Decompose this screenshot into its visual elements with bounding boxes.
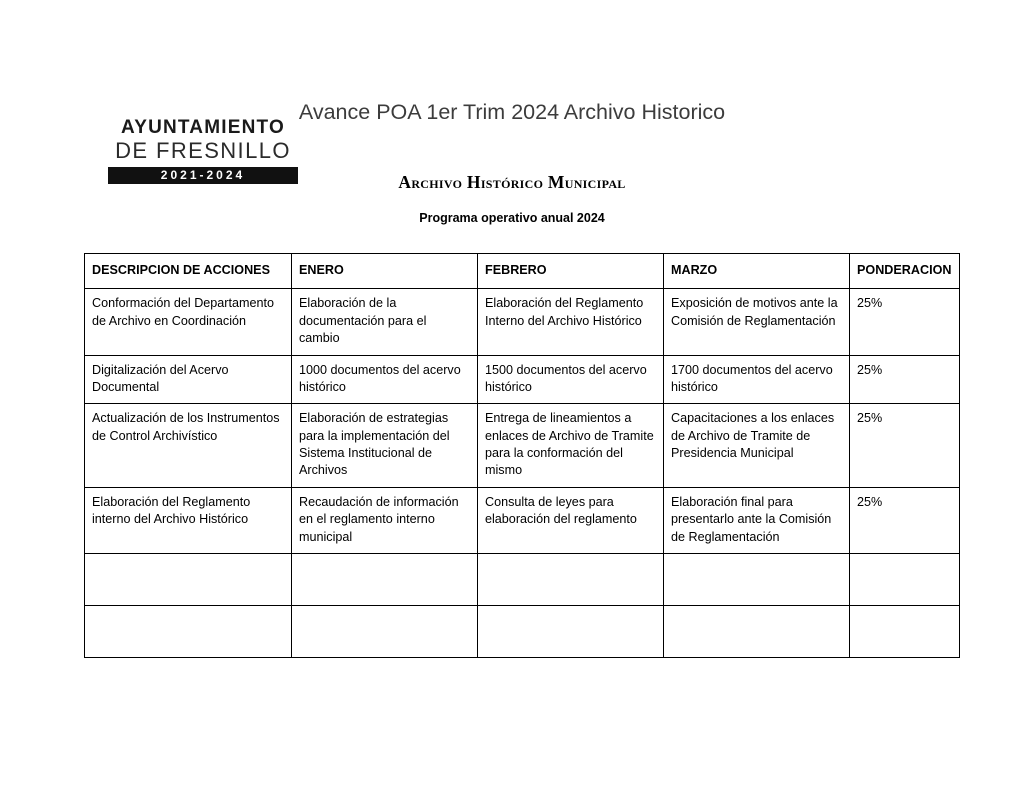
cell-ponderacion	[850, 605, 960, 657]
cell-descripcion	[85, 553, 292, 605]
org-subtitle: Archivo Histórico Municipal	[398, 172, 626, 192]
table-row	[85, 355, 960, 404]
cell-enero: Recaudación de información en el reglamento interno municipal	[292, 487, 478, 553]
cell-enero: 1000 documentos del acervo histórico	[292, 355, 478, 404]
cell-ponderacion	[850, 553, 960, 605]
cell-descripcion: Conformación del Departamento de Archivo en Coordinación	[85, 289, 292, 355]
cell-marzo: 1700 documentos del acervo histórico	[664, 355, 850, 404]
logo-period-badge: 2021-2024	[108, 167, 298, 184]
ayuntamiento-logo	[108, 118, 298, 184]
header-ponderacion: PONDERACION	[850, 254, 960, 289]
table-row	[85, 605, 960, 657]
logo-line-fresnillo: DE FRESNILLO	[115, 138, 291, 163]
program-subtitle: Programa operativo anual 2024	[419, 211, 605, 225]
table-row	[85, 553, 960, 605]
table-row	[85, 404, 960, 488]
cell-enero: Elaboración de la documentación para el cambio	[292, 289, 478, 355]
cell-febrero: Consulta de leyes para elaboración del reglamento	[478, 487, 664, 553]
cell-ponderacion: 25%	[850, 487, 960, 553]
cell-febrero	[478, 605, 664, 657]
header-enero: ENERO	[292, 254, 478, 289]
table-header-row	[85, 254, 960, 289]
cell-descripcion: Actualización de los Instrumentos de Control Archivístico	[85, 404, 292, 488]
header-marzo: MARZO	[664, 254, 850, 289]
table-row	[85, 289, 960, 355]
cell-ponderacion: 25%	[850, 404, 960, 488]
cell-marzo: Elaboración final para presentarlo ante la Comisión de Reglamentación	[664, 487, 850, 553]
cell-febrero	[478, 553, 664, 605]
cell-enero: Elaboración de estrategias para la implementación del Sistema Institucional de Archivos	[292, 404, 478, 488]
poa-table	[84, 253, 960, 658]
cell-febrero: Entrega de lineamientos a enlaces de Archivo de Tramite para la conformación del mismo	[478, 404, 664, 488]
table-row	[85, 487, 960, 553]
cell-ponderacion: 25%	[850, 355, 960, 404]
cell-marzo: Capacitaciones a los enlaces de Archivo de Tramite de Presidencia Municipal	[664, 404, 850, 488]
cell-descripcion: Digitalización del Acervo Documental	[85, 355, 292, 404]
cell-descripcion	[85, 605, 292, 657]
cell-enero	[292, 553, 478, 605]
cell-ponderacion: 25%	[850, 289, 960, 355]
cell-marzo	[664, 605, 850, 657]
cell-descripcion: Elaboración del Reglamento interno del Archivo Histórico	[85, 487, 292, 553]
cell-febrero: 1500 documentos del acervo histórico	[478, 355, 664, 404]
header-descripcion: DESCRIPCION DE ACCIONES	[85, 254, 292, 289]
logo-line-ayuntamiento: AYUNTAMIENTO	[121, 117, 285, 138]
cell-marzo	[664, 553, 850, 605]
page-title: Avance POA 1er Trim 2024 Archivo Historico	[298, 100, 726, 124]
cell-marzo: Exposición de motivos ante la Comisión de Reglamentación	[664, 289, 850, 355]
poa-table-wrapper	[84, 253, 952, 658]
cell-febrero: Elaboración del Reglamento Interno del Archivo Histórico	[478, 289, 664, 355]
header-febrero: FEBRERO	[478, 254, 664, 289]
cell-enero	[292, 605, 478, 657]
